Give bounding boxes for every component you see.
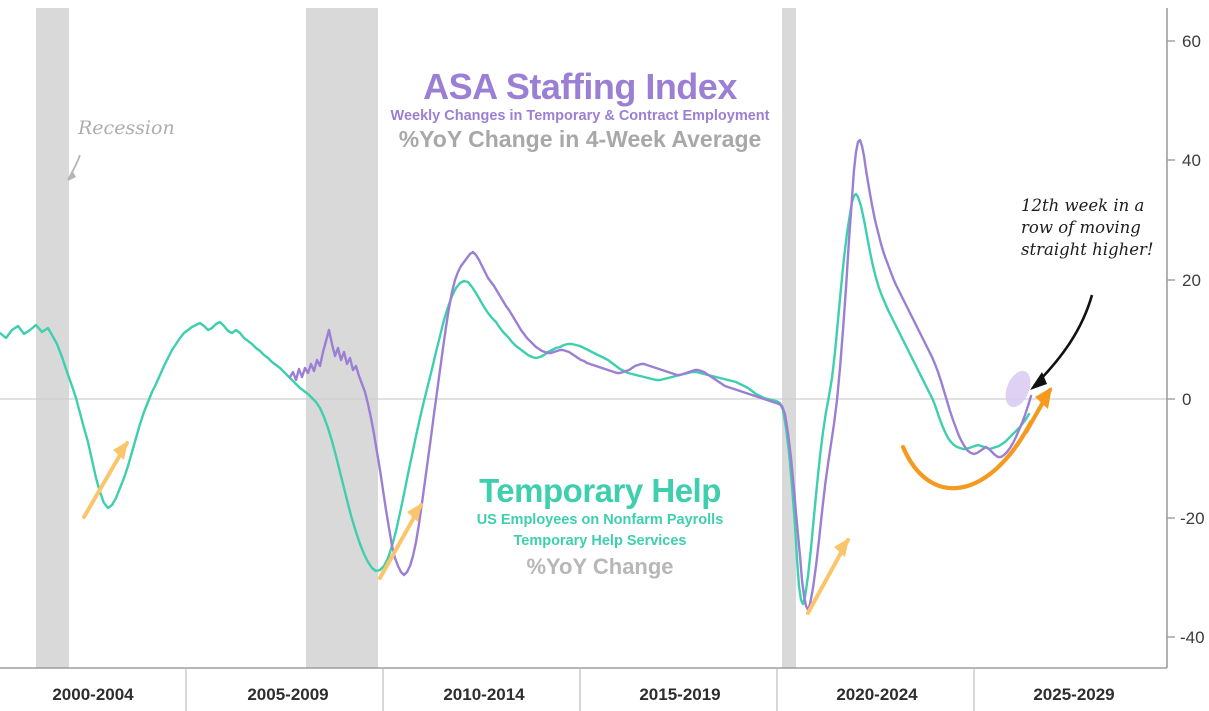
recession-band-2020 — [782, 8, 796, 668]
asa-title: ASA Staffing Index — [423, 66, 737, 107]
trend-note-line-3: straight higher! — [1021, 239, 1154, 259]
temporary-help-title: Temporary Help — [479, 472, 721, 509]
y-tick-60: 60 — [1182, 32, 1201, 51]
recession-label: Recession — [78, 117, 175, 139]
x-tick-label-0: 2000-2004 — [52, 685, 134, 704]
x-tick-label-3: 2015-2019 — [639, 685, 721, 704]
y-tick-0: 0 — [1182, 390, 1192, 409]
y-tick-neg20: -20 — [1180, 509, 1205, 528]
asa-subtitle-1: Weekly Changes in Temporary & Contract Employment — [390, 107, 770, 124]
trend-note-line-2: row of moving — [1021, 217, 1141, 237]
x-tick-label-1: 2005-2009 — [247, 685, 329, 704]
asa-subtitle-2: %YoY Change in 4-Week Average — [398, 125, 762, 152]
temporary-help-subtitle-2: Temporary Help Services — [513, 532, 687, 549]
trend-note-line-1: 12th week in a — [1021, 196, 1145, 215]
temporary-help-subtitle-1: US Employees on Nonfarm Payrolls — [476, 511, 724, 528]
recession-band-2008 — [306, 8, 378, 668]
y-tick-neg40: -40 — [1180, 628, 1205, 647]
temporary-help-subtitle-3: %YoY Change — [526, 553, 674, 579]
x-tick-label-2: 2010-2014 — [443, 685, 525, 704]
y-tick-40: 40 — [1182, 151, 1201, 170]
y-tick-20: 20 — [1182, 271, 1201, 290]
x-tick-label-5: 2025-2029 — [1033, 685, 1115, 704]
x-tick-label-4: 2020-2024 — [836, 685, 918, 704]
